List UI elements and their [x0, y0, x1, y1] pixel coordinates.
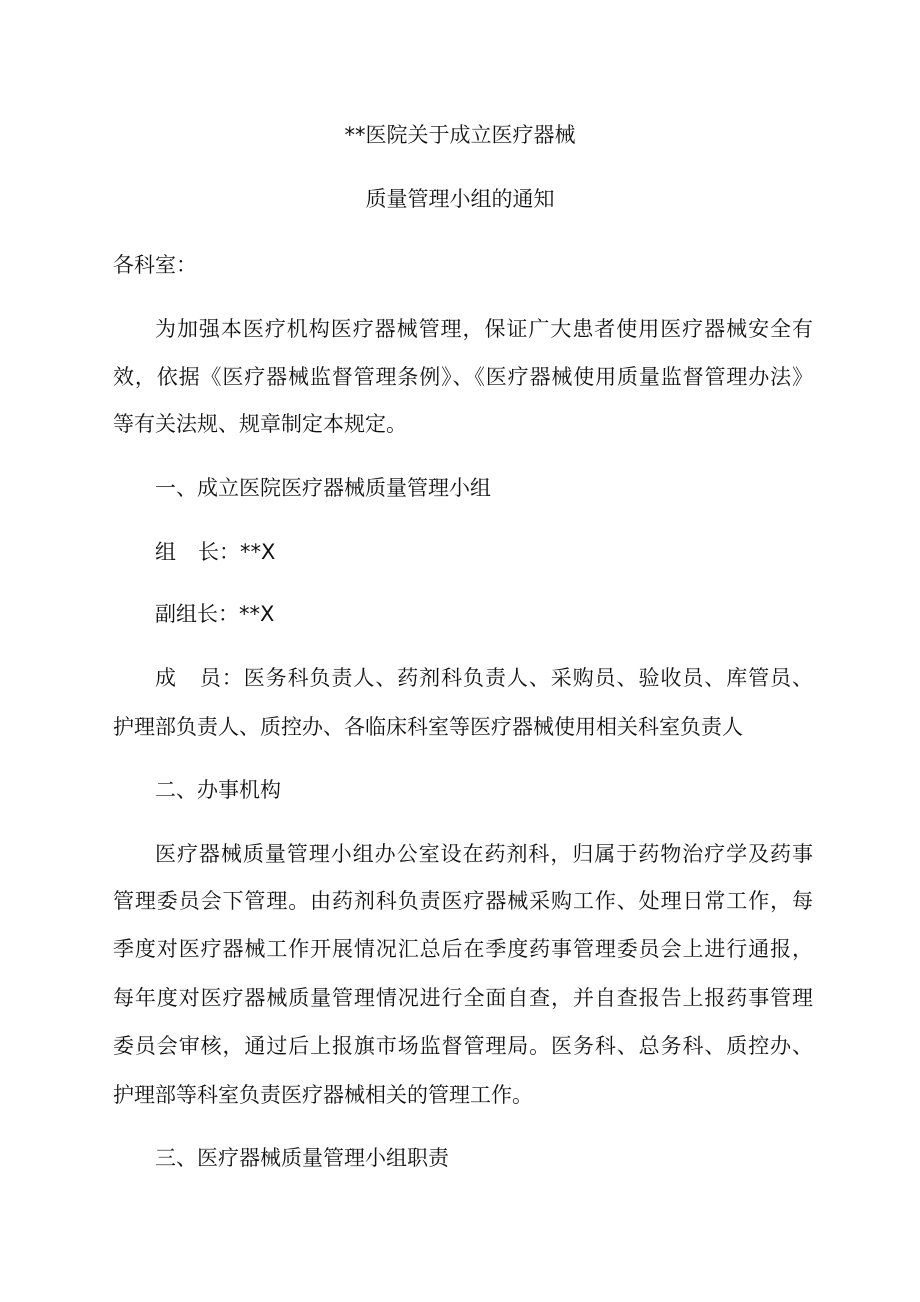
section-2-paragraph-line-4: 每年度对医疗器械质量管理情况进行全面自查，并自查报告上报药事管理	[113, 986, 813, 1010]
section-2-paragraph-line-3: 季度对医疗器械工作开展情况汇总后在季度药事管理委员会上进行通报，	[113, 937, 813, 961]
members-line-2: 护理部负责人、质控办、各临床科室等医疗器械使用相关科室负责人	[113, 715, 743, 739]
intro-line-2: 效，依据《医疗器械监督管理条例》、《医疗器械使用质量监督管理办法》	[113, 365, 813, 389]
section-2-paragraph-line-2: 管理委员会下管理。由药剂科负责医疗器械采购工作、处理日常工作，每	[113, 889, 813, 913]
group-leader	[155, 537, 855, 567]
section-1-heading: 一、成立医院医疗器械质量管理小组	[155, 476, 491, 500]
document-title-line-1: **医院关于成立医疗器械	[344, 123, 576, 147]
members-label-a: 成	[155, 666, 177, 690]
deputy-leader: 副组长：**X	[155, 602, 275, 626]
section-3-heading: 三、医疗器械质量管理小组职责	[155, 1146, 449, 1170]
members-label-b: 员：医务科负责人、药剂科负责人、采购员、验收员、库管员、	[198, 666, 814, 690]
section-2-paragraph-line-1: 医疗器械质量管理小组办公室设在药剂科，归属于药物治疗学及药事	[155, 842, 813, 866]
salutation: 各科室：	[113, 253, 197, 277]
section-2-heading: 二、办事机构	[155, 778, 281, 802]
intro-line-3: 等有关法规、规章制定本规定。	[113, 412, 407, 436]
members-line-1	[155, 663, 813, 693]
group-leader-label-b: 长：**X	[198, 540, 276, 564]
section-2-paragraph-line-6: 护理部等科室负责医疗器械相关的管理工作。	[113, 1083, 533, 1107]
section-2-paragraph-line-5: 委员会审核，通过后上报旗市场监督管理局。医务科、总务科、质控办、	[113, 1034, 813, 1058]
intro-line-1: 为加强本医疗机构医疗器械管理，保证广大患者使用医疗器械安全有	[155, 317, 813, 341]
document-title-line-2: 质量管理小组的通知	[365, 187, 555, 211]
group-leader-label-a: 组	[155, 540, 176, 564]
